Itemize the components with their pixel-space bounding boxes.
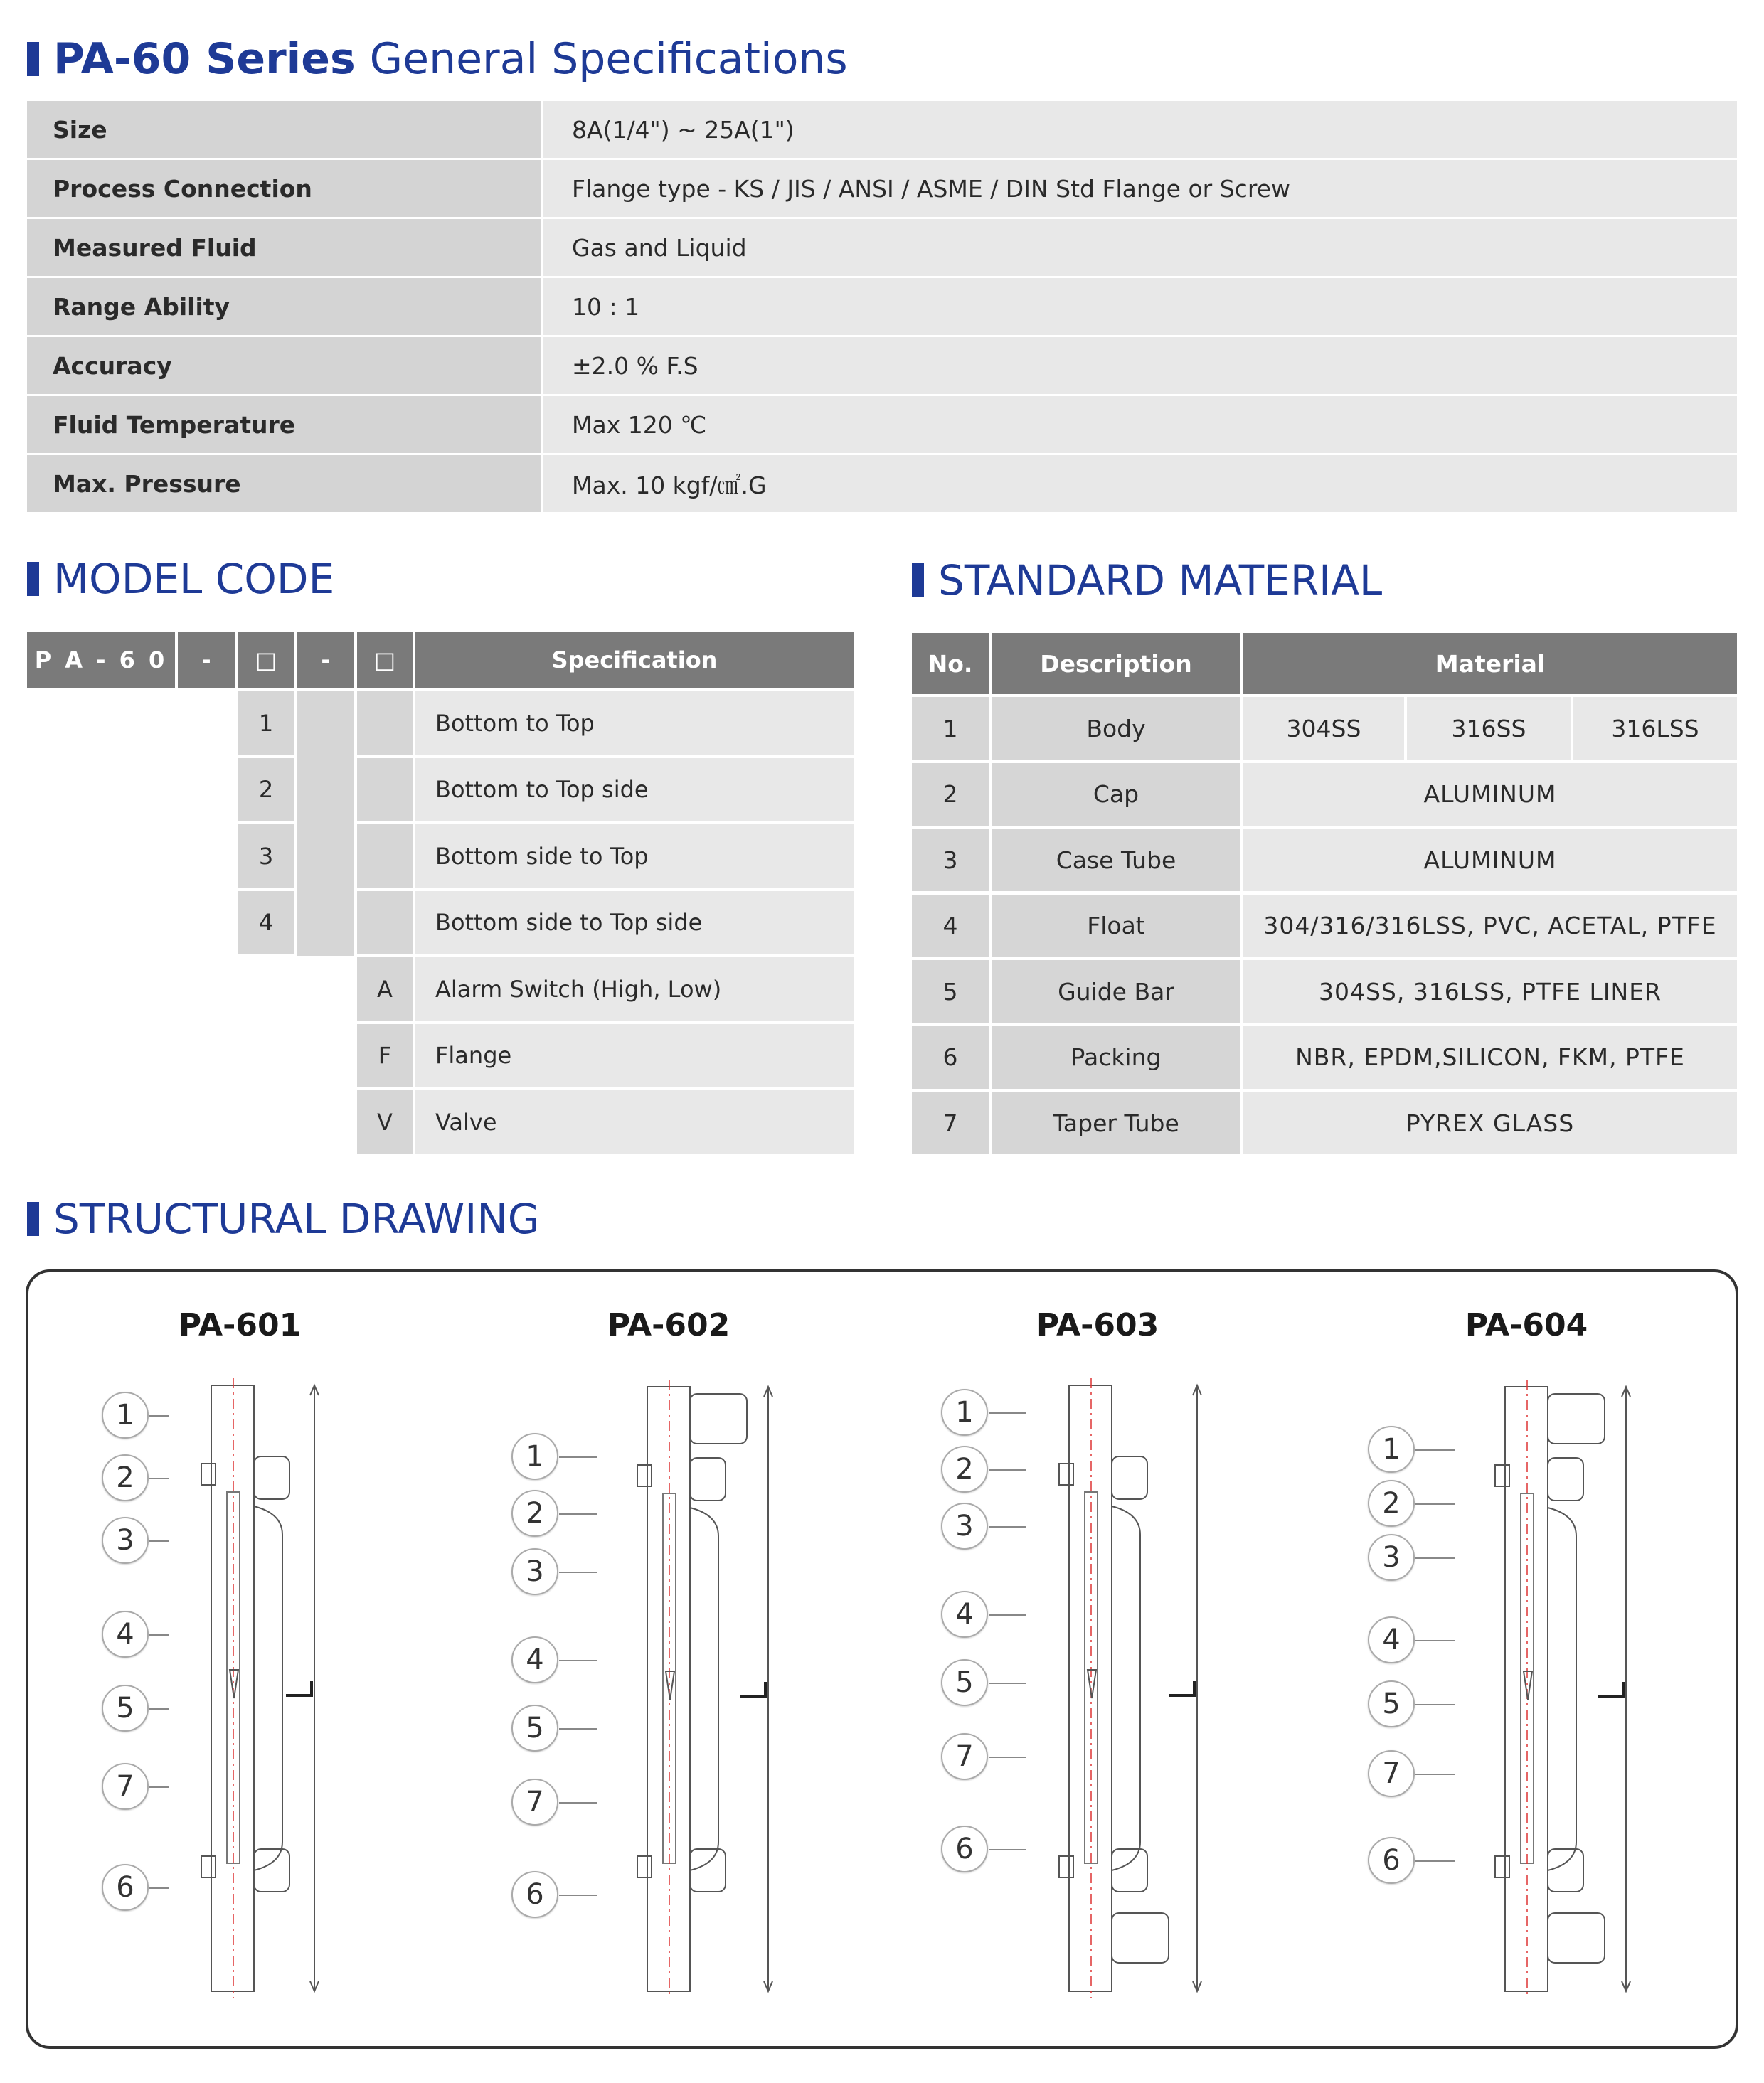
model-code-value: 3 — [238, 824, 294, 888]
material-no: 5 — [912, 960, 989, 1023]
callout-leader — [1415, 1704, 1455, 1705]
material-no: 3 — [912, 829, 989, 891]
spec-value: 8A(1/4") ~ 25A(1") — [543, 101, 1737, 158]
part-callout: 5 — [1368, 1680, 1415, 1727]
material-no: 7 — [912, 1092, 989, 1154]
spec-row — [27, 101, 1737, 158]
part-callout: 6 — [1368, 1837, 1415, 1884]
material-value: ALUMINUM — [1243, 763, 1737, 826]
model-dash-column — [297, 691, 354, 956]
model-code-desc: Bottom to Top side — [415, 758, 854, 821]
spec-label: Accuracy — [27, 337, 541, 394]
model-code-title-text: MODEL CODE — [53, 555, 335, 603]
callout-leader — [559, 1802, 597, 1804]
model-code-desc: Bottom to Top — [415, 691, 854, 755]
spec-value: Max. 10 kgf/㎠.G — [543, 455, 1737, 512]
material-value: PYREX GLASS — [1243, 1092, 1737, 1154]
spec-label: Measured Fluid — [27, 219, 541, 276]
model-drawing-title: PA-604 — [1465, 1307, 1588, 1343]
drawing-title — [27, 1195, 540, 1243]
spec-value: Flange type - KS / JIS / ANSI / ASME / DIN Std Flange or Screw — [543, 160, 1737, 217]
spec-label: Process Connection — [27, 160, 541, 217]
callout-leader — [559, 1513, 597, 1515]
rotameter-drawing — [140, 1373, 396, 2013]
part-callout: 1 — [941, 1389, 988, 1436]
part-callout: 3 — [511, 1548, 558, 1595]
model-drawing-title: PA-603 — [1036, 1307, 1159, 1343]
material-value: NBR, EPDM,SILICON, FKM, PTFE — [1243, 1026, 1737, 1089]
part-callout: 2 — [1368, 1480, 1415, 1527]
part-callout: 3 — [102, 1517, 149, 1564]
spec-row — [27, 396, 1737, 453]
material-value: 304/316/316LSS, PVC, ACETAL, PTFE — [1243, 895, 1737, 957]
callout-leader — [1415, 1557, 1455, 1559]
part-callout: 4 — [941, 1591, 988, 1638]
part-callout: 1 — [102, 1392, 149, 1439]
part-callout: 6 — [511, 1871, 558, 1918]
spec-title-rest: General Specifications — [369, 34, 848, 84]
model-code-blank — [357, 758, 413, 821]
material-desc: Cap — [992, 763, 1240, 826]
spec-value: Max 120 ℃ — [543, 396, 1737, 453]
model-box-2: □ — [357, 632, 413, 688]
spec-value: Gas and Liquid — [543, 219, 1737, 276]
section-marker-icon — [27, 42, 39, 76]
spec-value: 10 : 1 — [543, 278, 1737, 335]
model-code-title — [27, 555, 334, 603]
part-callout: 4 — [1368, 1616, 1415, 1663]
model-code-value: V — [357, 1090, 413, 1154]
callout-leader — [989, 1757, 1026, 1758]
callout-leader — [1415, 1774, 1455, 1775]
callout-leader — [149, 1540, 169, 1542]
material-title — [912, 556, 1382, 604]
material-desc-header: Description — [992, 633, 1240, 694]
rotameter-drawing — [569, 1373, 825, 2013]
part-callout: 7 — [102, 1763, 149, 1810]
material-value: 316SS — [1407, 697, 1571, 760]
spec-row — [27, 337, 1737, 394]
callout-leader — [989, 1526, 1026, 1528]
callout-leader — [989, 1849, 1026, 1850]
part-callout: 7 — [511, 1779, 558, 1826]
part-callout: 1 — [1368, 1426, 1415, 1473]
spec-value: ±2.0 % F.S — [543, 337, 1737, 394]
model-code-value: A — [357, 957, 413, 1021]
spec-label: Range Ability — [27, 278, 541, 335]
rotameter-drawing — [1427, 1373, 1683, 2013]
model-code-blank — [357, 691, 413, 755]
spec-section-title — [27, 34, 848, 84]
model-drawing-title: PA-601 — [178, 1307, 302, 1343]
model-code-desc: Valve — [415, 1090, 854, 1154]
part-callout: 3 — [1368, 1534, 1415, 1581]
callout-leader — [1415, 1640, 1455, 1641]
part-callout: 4 — [511, 1636, 558, 1683]
callout-leader — [559, 1728, 597, 1730]
spec-title-bold: PA-60 Series — [53, 34, 356, 84]
part-callout: 5 — [511, 1705, 558, 1752]
model-dash-1: - — [178, 632, 235, 688]
callout-leader — [1415, 1503, 1455, 1505]
material-mat-header: Material — [1243, 633, 1737, 694]
material-desc: Guide Bar — [992, 960, 1240, 1023]
spec-row — [27, 160, 1737, 217]
material-no: 1 — [912, 697, 989, 760]
material-desc: Case Tube — [992, 829, 1240, 891]
spec-label: Fluid Temperature — [27, 396, 541, 453]
callout-leader — [149, 1786, 169, 1788]
material-value: ALUMINUM — [1243, 829, 1737, 891]
callout-leader — [989, 1469, 1026, 1471]
callout-leader — [989, 1683, 1026, 1684]
spec-label: Max. Pressure — [27, 455, 541, 512]
model-spec-header: Specification — [415, 632, 854, 688]
part-callout: 2 — [102, 1454, 149, 1501]
part-callout: 5 — [941, 1659, 988, 1706]
material-no: 6 — [912, 1026, 989, 1089]
model-prefix: P A - 6 0 — [27, 632, 175, 688]
part-callout: 2 — [941, 1446, 988, 1493]
part-callout: 4 — [102, 1611, 149, 1658]
model-code-blank — [357, 891, 413, 954]
spec-row — [27, 455, 1737, 512]
material-desc: Taper Tube — [992, 1092, 1240, 1154]
rotameter-drawing — [998, 1373, 1254, 2013]
model-code-value: 2 — [238, 758, 294, 821]
model-code-value: 1 — [238, 691, 294, 755]
model-code-desc: Flange — [415, 1024, 854, 1087]
model-code-value: 4 — [238, 891, 294, 954]
spec-label: Size — [27, 101, 541, 158]
spec-table — [27, 101, 1737, 514]
callout-leader — [149, 1708, 169, 1710]
drawing-title-text: STRUCTURAL DRAWING — [53, 1195, 540, 1243]
part-callout: 1 — [511, 1433, 558, 1480]
callout-leader — [559, 1895, 597, 1896]
section-marker-icon — [27, 1202, 39, 1236]
spec-row — [27, 219, 1737, 276]
part-callout: 3 — [941, 1503, 988, 1550]
callout-leader — [149, 1478, 169, 1479]
callout-leader — [559, 1660, 597, 1661]
callout-leader — [149, 1887, 169, 1889]
material-value: 316LSS — [1573, 697, 1737, 760]
material-value: 304SS, 316LSS, PTFE LINER — [1243, 960, 1737, 1023]
model-box-1: □ — [238, 632, 294, 688]
callout-leader — [989, 1412, 1026, 1414]
callout-leader — [989, 1614, 1026, 1616]
model-code-desc: Bottom side to Top side — [415, 891, 854, 954]
callout-leader — [149, 1634, 169, 1636]
material-no-header: No. — [912, 633, 989, 694]
part-callout: 6 — [102, 1864, 149, 1911]
part-callout: 6 — [941, 1826, 988, 1872]
material-desc: Float — [992, 895, 1240, 957]
material-no: 2 — [912, 763, 989, 826]
model-code-blank — [357, 824, 413, 888]
model-code-desc: Bottom side to Top — [415, 824, 854, 888]
model-drawing-title: PA-602 — [607, 1307, 730, 1343]
part-callout: 5 — [102, 1685, 149, 1732]
spec-row — [27, 278, 1737, 335]
callout-leader — [559, 1456, 597, 1458]
callout-leader — [1415, 1860, 1455, 1862]
part-callout: 7 — [941, 1733, 988, 1780]
material-desc: Body — [992, 697, 1240, 760]
model-code-value: F — [357, 1024, 413, 1087]
material-no: 4 — [912, 895, 989, 957]
part-callout: 2 — [511, 1490, 558, 1537]
material-value: 304SS — [1243, 697, 1404, 760]
callout-leader — [559, 1572, 597, 1573]
material-title-text: STANDARD MATERIAL — [938, 556, 1383, 604]
model-code-desc: Alarm Switch (High, Low) — [415, 957, 854, 1021]
section-marker-icon — [27, 562, 39, 596]
callout-leader — [1415, 1449, 1455, 1451]
part-callout: 7 — [1368, 1750, 1415, 1797]
material-desc: Packing — [992, 1026, 1240, 1089]
model-dash-2: - — [297, 632, 354, 688]
callout-leader — [149, 1415, 169, 1417]
section-marker-icon — [912, 563, 924, 597]
